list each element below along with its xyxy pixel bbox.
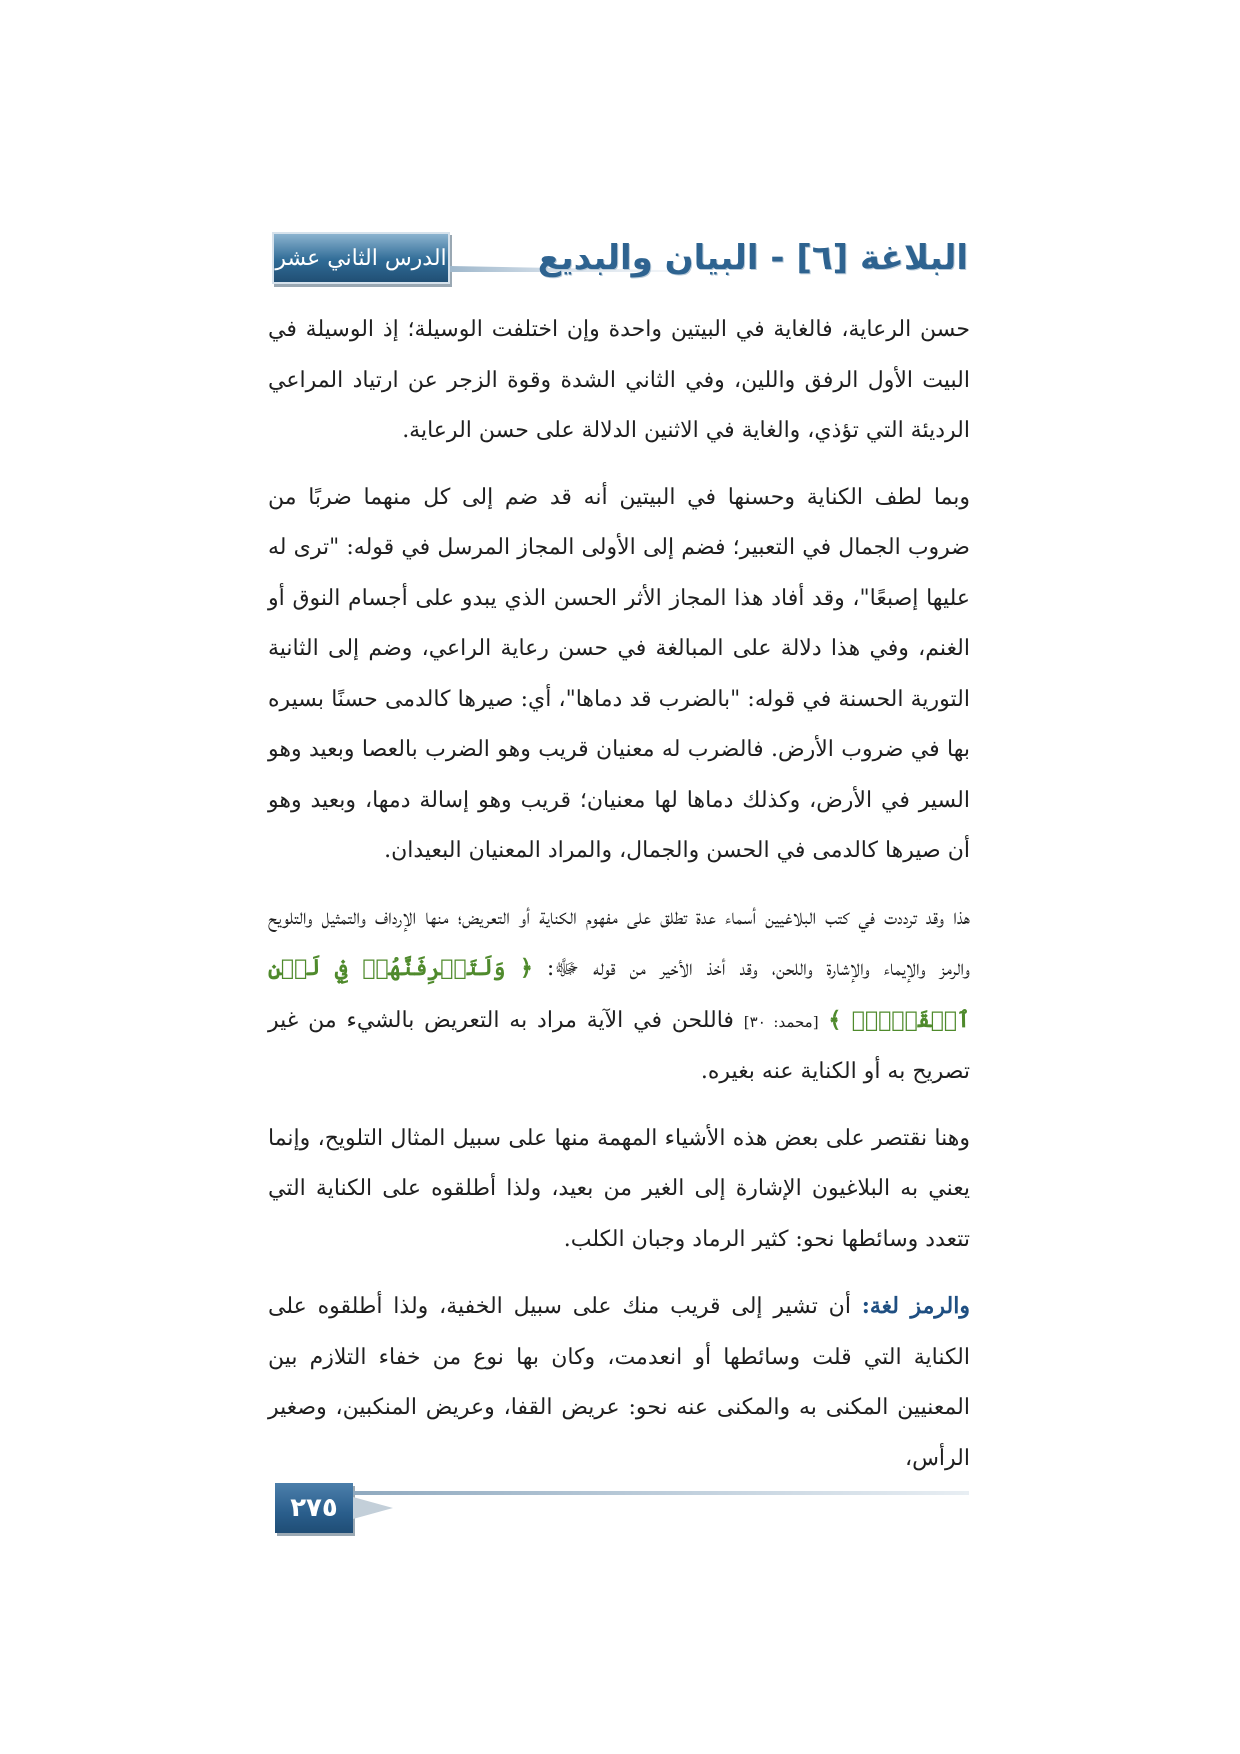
page-body	[268, 305, 970, 1500]
paragraph-5-text: أن تشير إلى قريب منك على سبيل الخفية، ولذا أطلقوه على الكناية التي قلت وسائطها أو انعدمت، وكان بها نوع من خفاء التلازم بين المعنيين المكنى به والمكنى عنه نحو: عريض القفا، وعريض المنكبين، وصغير الرأس،	[268, 1294, 970, 1471]
paragraph-2: وبما لطف الكناية وحسنها في البيتين أنه قد ضم إلى كل منهما ضربًا من ضروب الجمال في التعبير؛ فضم إلى الأولى المجاز المرسل في قوله: "ترى له عليها إصبعًا"، وقد أفاد هذا المجاز الأثر الحسن الذي يبدو على أجسام النوق أو الغنم، وفي هذا دلالة على المبالغة في حسن رعاية الراعي، وضم إلى الثانية التورية الحسنة في قوله: "بالضرب قد دماها"، أي: صيرها كالدمى حسنًا بسيره بها في ضروب الأرض. فالضرب له معنيان قريب وهو الضرب بالعصا وبعيد وهو السير في الأرض، وكذلك دماها لها معنيان؛ قريب وهو إسالة دمها، وبعيد وهو أن صيرها كالدمى في الحسن والجمال، والمراد المعنيان البعيدان.	[268, 484, 970, 863]
quran-verse: ﴿ وَلَتَعۡرِفَنَّهُمۡ فِي لَحۡنِ ٱلۡقَوۡلِۚ ﴾	[268, 955, 970, 1033]
paragraph-3	[268, 893, 970, 1098]
page-number: ٢٧٥	[275, 1483, 353, 1533]
book-title: البلاغة [٦] - البيان والبديع	[537, 238, 968, 278]
footer-wedge	[353, 1497, 393, 1519]
page-header	[272, 228, 968, 288]
footer-rule	[353, 1491, 969, 1495]
paragraph-5	[268, 1281, 970, 1484]
term-heading: والرمز لغة:	[861, 1293, 970, 1319]
lesson-badge: الدرس الثاني عشر	[272, 232, 450, 284]
verse-reference: [محمد: ٣٠]	[743, 1012, 819, 1031]
paragraph-1: حسن الرعاية، فالغاية في البيتين واحدة وإن اختلفت الوسيلة؛ إذ الوسيلة في البيت الأول الرفق واللين، وفي الثاني الشدة وقوة الزجر عن ارتياد المراعي الرديئة التي تؤذي، والغاية في الاثنين الدلالة على حسن الرعاية.	[268, 317, 970, 443]
paragraph-3-continuation: فاللحن في الآية مراد به التعريض بالشيء من غير تصريح به أو الكناية عنه بغيره.	[268, 1007, 970, 1084]
page-footer	[275, 1483, 969, 1533]
paragraph-3-text: هذا وقد ترددت في كتب البلاغيين أسماء عدة تطلق على مفهوم الكناية أو التعريض؛ منها الإرداف والتمثيل والتلويح والرمز والإيماء والإشارة واللحن، وقد أخذ الأخير من قوله ﷻ:	[268, 904, 970, 981]
paragraph-4: وهنا نقتصر على بعض هذه الأشياء المهمة منها على سبيل المثال التلويح، وإنما يعني به البلاغيون الإشارة إلى الغير من بعيد، ولذا أطلقوه على الكناية التي تتعدد وسائطها نحو: كثير الرماد وجبان الكلب.	[268, 1125, 970, 1252]
